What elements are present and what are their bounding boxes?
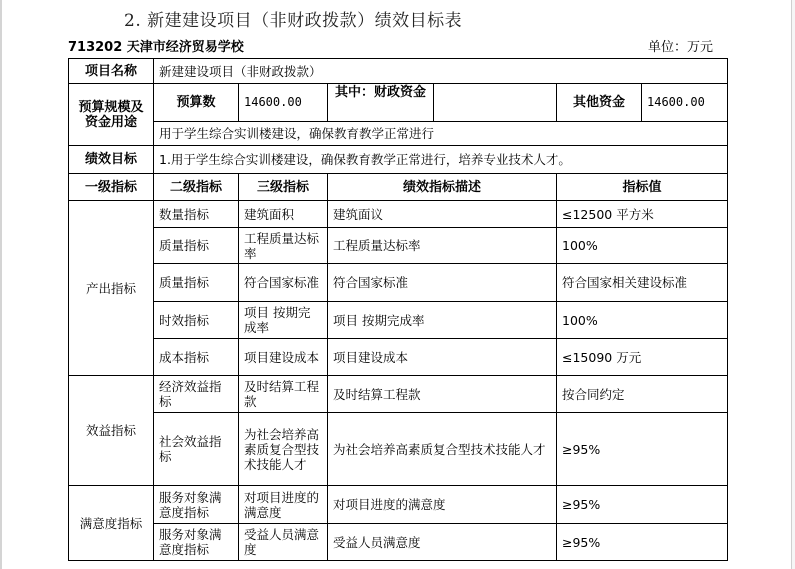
fiscal-funds-label: 其中：财政资金 xyxy=(328,84,434,122)
table-row xyxy=(69,201,728,228)
header-level1: 一级指标 xyxy=(69,174,154,201)
page-title: 2. 新建建设项目（非财政拨款）绩效目标表 xyxy=(124,11,463,31)
value-cell: ≥95% xyxy=(557,524,728,561)
desc-cell: 为社会培养高素质复合型技术技能人才 xyxy=(328,413,557,486)
desc-cell: 项目建设成本 xyxy=(328,339,557,376)
budget-num-label: 预算数 xyxy=(154,84,239,122)
project-name-label: 项目名称 xyxy=(69,59,154,84)
level2-cell: 服务对象满意度指标 xyxy=(154,524,239,561)
level2-cell: 数量指标 xyxy=(154,201,239,228)
budget-num-value: 14600.00 xyxy=(239,84,328,122)
level2-cell: 质量指标 xyxy=(154,228,239,264)
level3-cell: 符合国家标准 xyxy=(239,264,328,302)
desc-cell: 项目 按期完成率 xyxy=(328,302,557,339)
performance-table xyxy=(68,58,728,561)
project-name-value: 新建建设项目（非财政拨款） xyxy=(154,59,728,84)
level1-cell: 满意度指标 xyxy=(69,486,154,561)
level2-cell: 服务对象满意度指标 xyxy=(154,486,239,524)
value-cell: 100% xyxy=(557,302,728,339)
funds-usage: 用于学生综合实训楼建设，确保教育教学正常进行 xyxy=(154,122,728,146)
goal-label: 绩效目标 xyxy=(69,146,154,174)
level3-cell: 建筑面积 xyxy=(239,201,328,228)
value-cell: 100% xyxy=(557,228,728,264)
header-level2: 二级指标 xyxy=(154,174,239,201)
other-funds-label: 其他资金 xyxy=(557,84,642,122)
value-cell: 符合国家相关建设标准 xyxy=(557,264,728,302)
desc-cell: 符合国家标准 xyxy=(328,264,557,302)
level3-cell: 项目建设成本 xyxy=(239,339,328,376)
level2-cell: 成本指标 xyxy=(154,339,239,376)
budget-label: 预算规模及资金用途 xyxy=(69,84,154,146)
header-value: 指标值 xyxy=(557,174,728,201)
value-cell: ≤12500 平方米 xyxy=(557,201,728,228)
organization-label: 713202 天津市经济贸易学校 xyxy=(68,40,244,55)
value-cell: 按合同约定 xyxy=(557,376,728,413)
value-cell: ≥95% xyxy=(557,486,728,524)
table-row xyxy=(69,228,728,264)
desc-cell: 受益人员满意度 xyxy=(328,524,557,561)
vertical-scrollbar[interactable] xyxy=(791,0,795,569)
table-row xyxy=(69,486,728,524)
level2-cell: 社会效益指标 xyxy=(154,413,239,486)
level2-cell: 时效指标 xyxy=(154,302,239,339)
level1-cell: 产出指标 xyxy=(69,201,154,376)
other-funds-value: 14600.00 xyxy=(642,84,728,122)
table-row xyxy=(69,524,728,561)
level3-cell: 项目 按期完成率 xyxy=(239,302,328,339)
desc-cell: 及时结算工程款 xyxy=(328,376,557,413)
level3-cell: 受益人员满意度 xyxy=(239,524,328,561)
level2-cell: 经济效益指标 xyxy=(154,376,239,413)
desc-cell: 对项目进度的满意度 xyxy=(328,486,557,524)
fiscal-funds-value xyxy=(434,84,557,122)
level3-cell: 对项目进度的满意度 xyxy=(239,486,328,524)
header-description: 绩效指标描述 xyxy=(328,174,557,201)
table-row xyxy=(69,302,728,339)
level3-cell: 工程质量达标率 xyxy=(239,228,328,264)
level1-cell: 效益指标 xyxy=(69,376,154,486)
table-row xyxy=(69,376,728,413)
desc-cell: 工程质量达标率 xyxy=(328,228,557,264)
value-cell: ≥95% xyxy=(557,413,728,486)
table-row xyxy=(69,339,728,376)
goal-value: 1.用于学生综合实训楼建设，确保教育教学正常进行，培养专业技术人才。 xyxy=(154,146,728,174)
table-row xyxy=(69,264,728,302)
level3-cell: 为社会培养高素质复合型技术技能人才 xyxy=(239,413,328,486)
desc-cell: 建筑面议 xyxy=(328,201,557,228)
level3-cell: 及时结算工程款 xyxy=(239,376,328,413)
header-level3: 三级指标 xyxy=(239,174,328,201)
page-left-edge xyxy=(0,0,2,569)
unit-label: 单位：万元 xyxy=(648,40,714,55)
value-cell: ≤15090 万元 xyxy=(557,339,728,376)
level2-cell: 质量指标 xyxy=(154,264,239,302)
table-row xyxy=(69,413,728,486)
